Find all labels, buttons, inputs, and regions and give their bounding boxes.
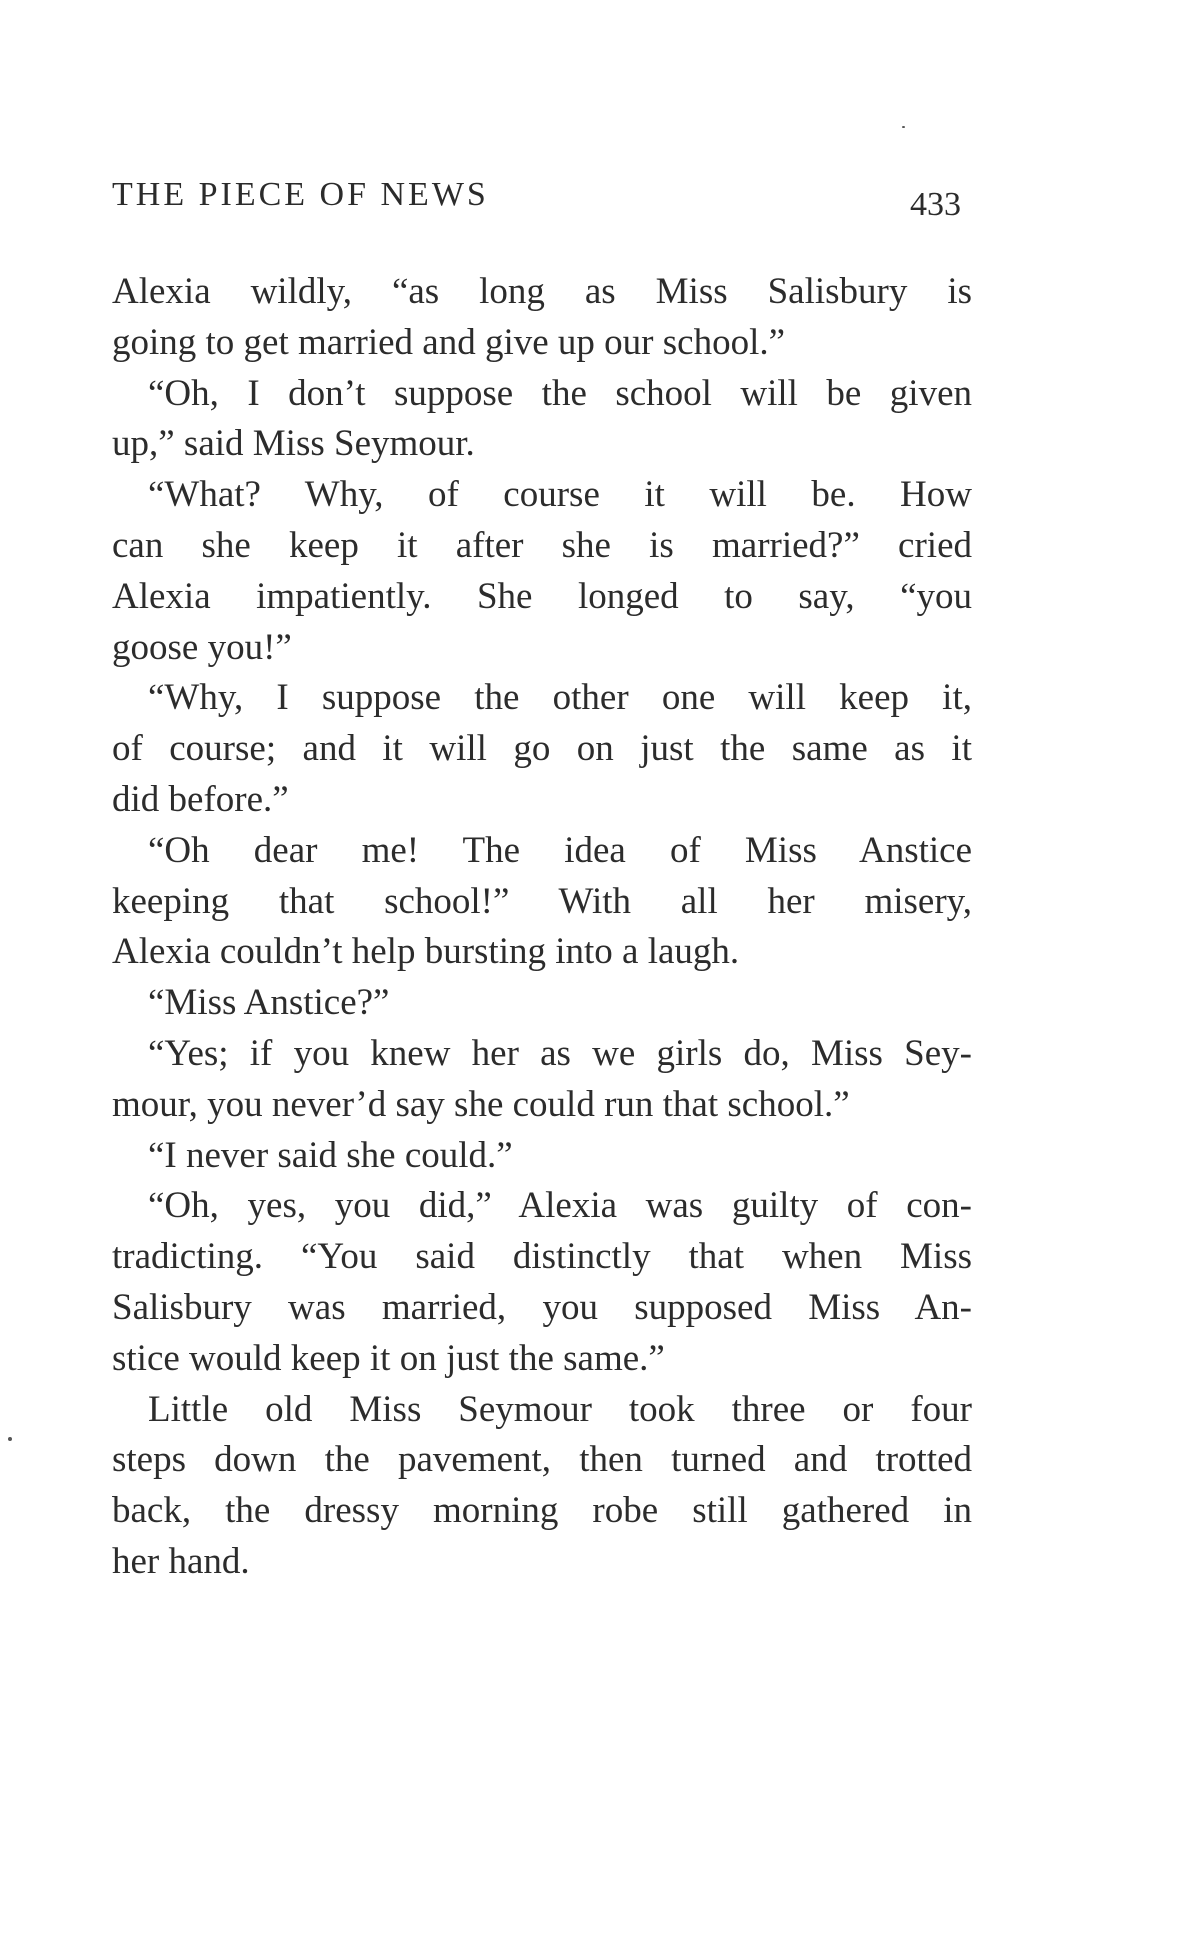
text-line: her hand. (112, 1540, 250, 1582)
text-line: “Oh dear me! The idea of Miss Anstice (148, 829, 972, 871)
text-line: did before.” (112, 778, 289, 820)
text-line: goose you!” (112, 626, 292, 668)
paper-speck (902, 126, 905, 128)
text-line: Little old Miss Seymour took three or four (148, 1388, 972, 1430)
text-line: mour, you never’d say she could run that school.” (112, 1083, 850, 1125)
text-line: “Why, I suppose the other one will keep it, (148, 677, 972, 719)
text-line: “Yes; if you knew her as we girls do, Miss Sey- (148, 1032, 972, 1074)
text-line: keeping that school!” With all her misery, (112, 880, 972, 922)
text-line: stice would keep it on just the same.” (112, 1337, 665, 1379)
text-line: “I never said she could.” (148, 1134, 513, 1176)
running-head: THE PIECE OF NEWS (112, 176, 489, 213)
text-line: steps down the pavement, then turned and trotted (112, 1439, 972, 1481)
page-number: 433 (910, 186, 961, 223)
text-line: “Oh, yes, you did,” Alexia was guilty of con- (148, 1185, 972, 1227)
text-line: Alexia wildly, “as long as Miss Salisbury is (112, 271, 972, 312)
text-line: tradicting. “You said distinctly that when Miss (112, 1236, 972, 1278)
text-line: back, the dressy morning robe still gathered in (112, 1490, 972, 1532)
text-line: “Miss Anstice?” (148, 982, 390, 1024)
text-line: can she keep it after she is married?” cried (112, 524, 972, 566)
text-line: Salisbury was married, you supposed Miss An- (112, 1286, 972, 1328)
text-line: Alexia impatiently. She longed to say, “you (112, 575, 972, 617)
text-line: Alexia couldn’t help bursting into a laugh. (112, 931, 740, 973)
text-line: going to get married and give up our school.” (112, 321, 786, 363)
text-line: “Oh, I don’t suppose the school will be given (148, 372, 972, 414)
text-line: of course; and it will go on just the same as it (112, 728, 972, 770)
text-line: “What? Why, of course it will be. How (148, 474, 972, 516)
text-line: up,” said Miss Seymour. (112, 423, 475, 465)
paper-speck (8, 1437, 12, 1441)
body-text (112, 267, 972, 1588)
